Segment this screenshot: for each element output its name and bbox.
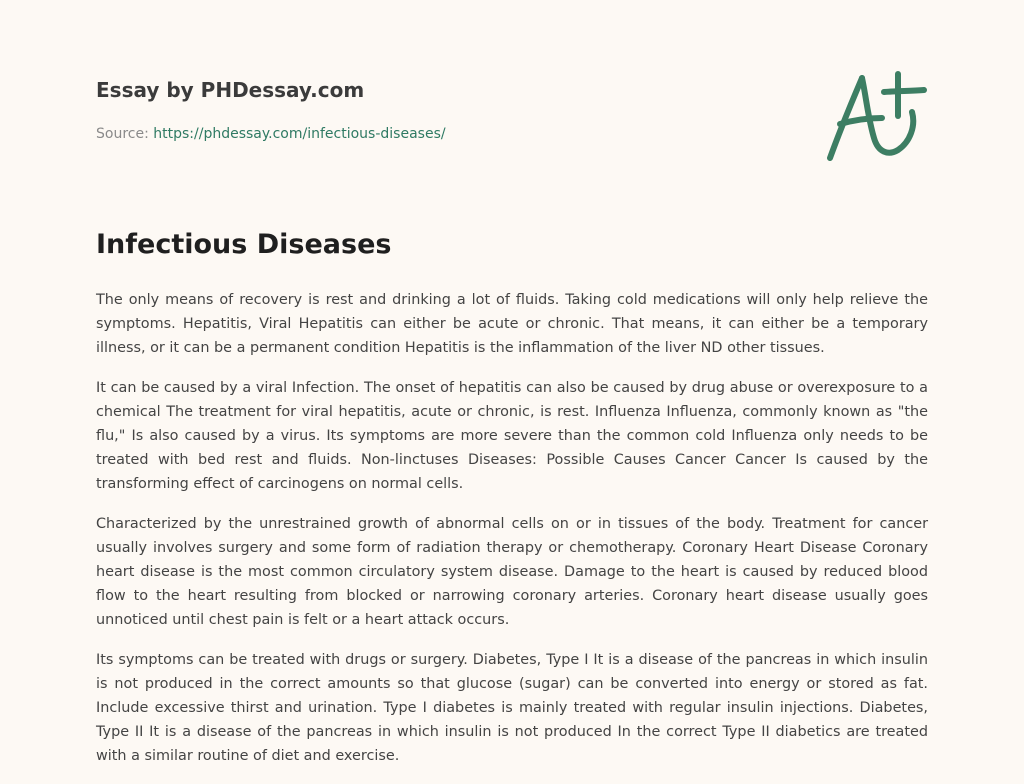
a-plus-logo-icon: [822, 66, 932, 166]
site-title: Essay by PHDessay.com: [96, 78, 365, 102]
essay-paragraph: Its symptoms can be treated with drugs or surgery. Diabetes, Type I It is a disease of the pancreas in which insulin is not produced in the correct amounts so that glucose (sugar) can be converted into energy or stored as fat. Include excessive thirst and urination. Type I diabetes is mainly treated with regular insulin injections. Diabetes, Type II It is a disease of the pancreas in which insulin is not produced In the correct Type II diabetics are treated with a similar routine of diet and exercise.: [96, 652, 928, 764]
essay-title: Infectious Diseases: [96, 229, 392, 260]
essay-content: [96, 226, 928, 784]
source-label: Source:: [96, 126, 154, 142]
essay-paragraph: Characterized by the unrestrained growth of abnormal cells on or in tissues of the body. Treatment for cancer usually involves surgery and some form of radiation therapy or chemotherapy. Coronary Heart Disease Coronary heart disease is the most common circulatory system disease. Damage to the heart is caused by reduced blood flow to the heart resulting from blocked or narrowing coronary arteries. Coronary heart disease usually goes unnoticed until chest pain is felt or a heart attack occurs.: [96, 516, 928, 628]
source-link[interactable]: https://phdessay.com/infectious-diseases/: [153, 126, 446, 142]
source-line: [96, 124, 796, 144]
essay-paragraph: It can be caused by a viral Infection. The onset of hepatitis can also be caused by drug abuse or overexposure to a chemical The treatment for viral hepatitis, acute or chronic, is rest. Influenza Influenza, commonly known as "the flu," Is also caused by a virus. Its symptoms are more severe than the common cold Influenza only needs to be treated with bed rest and fluids. Non-linctuses Diseases: Possible Causes Cancer Cancer Is caused by the transforming effect of carcinogens on normal cells.: [96, 380, 928, 492]
essay-paragraph: The only means of recovery is rest and drinking a lot of fluids. Taking cold medications will only help relieve the symptoms. Hepatitis, Viral Hepatitis can either be acute or chronic. That means, it can either be a temporary illness, or it can be a permanent condition Hepatitis is the inflammation of the liver ND other tissues.: [96, 292, 928, 356]
page-header: [96, 76, 796, 144]
